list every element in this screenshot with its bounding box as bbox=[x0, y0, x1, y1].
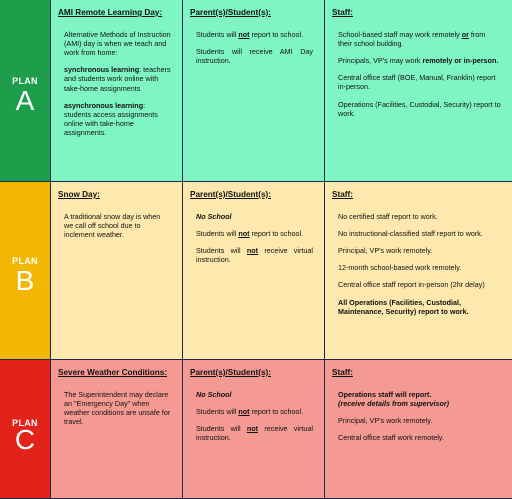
parents-line-1: Students will not report to school. bbox=[196, 406, 304, 416]
staff-line-1: No certified staff report to work. bbox=[338, 211, 438, 221]
parents-line-2: Students will not receive virtual instruction. bbox=[196, 245, 313, 265]
staff-line-2: Principal, VP's work remotely. bbox=[338, 415, 433, 425]
plan-a-parents-students bbox=[183, 0, 325, 182]
plan-b-description bbox=[51, 182, 183, 360]
plan-a-label bbox=[0, 0, 51, 182]
description-heading: Snow Day: bbox=[58, 190, 100, 199]
parents-line-1: Students will not report to school. bbox=[196, 228, 304, 238]
plan-c-description bbox=[51, 360, 183, 499]
plan-c-staff bbox=[325, 360, 512, 499]
plan-c-parents-students bbox=[183, 360, 325, 499]
staff-line-3: Principal, VP's work remotely. bbox=[338, 245, 433, 255]
plan-letter: C bbox=[14, 424, 36, 456]
parents-heading: Parent(s)/Student(s): bbox=[190, 190, 271, 199]
plan-word: PLAN bbox=[12, 417, 38, 428]
description-heading: AMI Remote Learning Day: bbox=[58, 8, 163, 17]
staff-line-4: Operations (Facilities, Custodial, Security) report to work. bbox=[338, 99, 501, 118]
parents-line-2: Students will receive AMI Day instruction. bbox=[196, 46, 313, 65]
plan-b-label bbox=[0, 182, 51, 360]
staff-line-3: Central office staff (BOE, Manual, Franklin) report in-person. bbox=[338, 73, 496, 92]
asynchronous-text: asynchronous learning: students access assignments online with take-home assignments. bbox=[64, 100, 158, 138]
staff-line-2: No instructional-classified staff report to work. bbox=[338, 228, 483, 238]
staff-heading: Staff: bbox=[332, 368, 353, 377]
staff-line-6: All Operations (Facilities, Custodial, Maintenance, Security) report to work. bbox=[338, 297, 469, 316]
description-text: A traditional snow day is when we call off school due to inclement weather. bbox=[64, 211, 161, 239]
description-heading: Severe Weather Conditions: bbox=[58, 368, 168, 377]
plan-letter: A bbox=[15, 84, 35, 116]
parents-line-1: Students will not report to school. bbox=[196, 29, 304, 39]
description-text: Alternative Methods of Instruction (AMI) day is when we teach and work from home: bbox=[64, 29, 171, 57]
staff-line-5: Central office staff report in-person (2hr delay) bbox=[338, 280, 485, 290]
plan-b-staff bbox=[325, 182, 512, 360]
staff-line-1: Operations staff will report. (receive details from supervisor) bbox=[338, 389, 450, 408]
no-school-label: No School bbox=[196, 211, 232, 221]
staff-line-4: 12-month school-based work remotely. bbox=[338, 263, 462, 273]
staff-heading: Staff: bbox=[332, 190, 353, 199]
plan-a-description bbox=[51, 0, 183, 182]
plan-b-row bbox=[0, 182, 512, 360]
plan-c-label bbox=[0, 360, 51, 499]
staff-line-1: School-based staff may work remotely or from their school building. bbox=[338, 29, 486, 48]
staff-heading: Staff: bbox=[332, 8, 353, 17]
description-text: The Superintendent may declare an "Emergency Day" when weather conditions are unsafe for travel. bbox=[64, 389, 171, 427]
staff-line-2: Principals, VP's may work remotely or in-person. bbox=[338, 55, 499, 65]
parents-heading: Parent(s)/Student(s): bbox=[190, 368, 271, 377]
plan-a-staff bbox=[325, 0, 512, 182]
plan-letter: B bbox=[15, 264, 35, 296]
parents-line-2: Students will not receive virtual instruction. bbox=[196, 423, 313, 443]
plan-c-row bbox=[0, 360, 512, 499]
plan-word: PLAN bbox=[12, 76, 38, 87]
staff-line-3: Central office staff work remotely. bbox=[338, 433, 444, 443]
plan-b-parents-students bbox=[183, 182, 325, 360]
plan-word: PLAN bbox=[12, 256, 38, 267]
synchronous-text: synchronous learning: teachers and students work online with take-home assignments bbox=[64, 65, 171, 93]
no-school-label: No School bbox=[196, 389, 232, 399]
parents-heading: Parent(s)/Student(s): bbox=[190, 8, 271, 17]
plan-a-row bbox=[0, 0, 512, 182]
